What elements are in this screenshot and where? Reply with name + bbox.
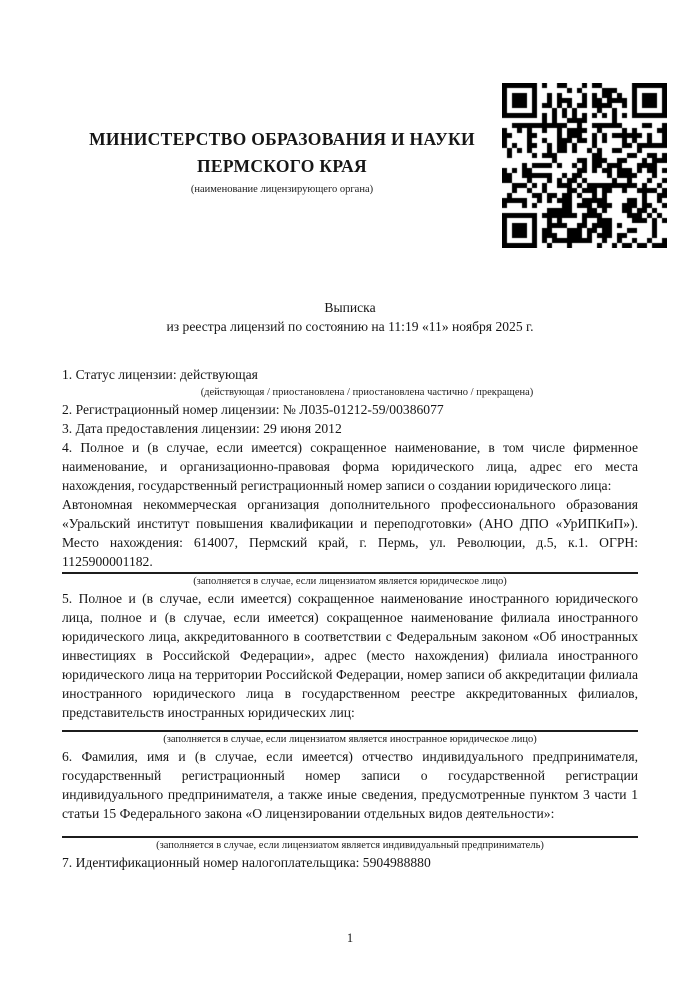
item-1-license-status: 1. Статус лицензии: действующая — [62, 367, 258, 382]
document-body — [62, 298, 638, 872]
item-4-note: (заполняется в случае, если лицензиатом является юридическое лицо) — [193, 576, 507, 587]
item-5-prompt: 5. Полное и (в случае, если имеется) сокращенное наименование иностранного юридического лица, полное и (в случае, если имеется) сокращенное наименование филиала иностранного юридического лица, аккредитованного в соответствии с Федеральным законом «Об иностранных инвестициях в Российской Федерации», адрес (место нахождения) филиала иностранного юридического лица на территории Российской Федерации, номер записи об аккредитации филиала иностранного юридического лица в государственном реестре аккредитованных филиалов, представительств иностранных юридических лиц: — [62, 591, 638, 720]
item-4-value: Автономная некоммерческая организация дополнительного профессионального образования «Уральский институт повышения квалификации и переподготовки» (АНО ДПО «УрИПКиП»). Место нахождения: 614007, Пермский край, г. Пермь, ул. Революции, д.5, к.1. ОГРН: 1125900001182. — [62, 497, 638, 569]
item-4-legal-entity-section — [62, 438, 638, 589]
ministry-caption: (наименование лицензирующего органа) — [190, 184, 374, 195]
item-6-prompt: 6. Фамилия, имя и (в случае, если имеется) отчество индивидуального предпринимателя, государственный регистрационный номер записи о государственной регистрации индивидуального предпринимателя, а также иные сведения, предусмотренные пунктом 3 части 1 статьи 15 Федерального закона «О лицензировании отдельных видов деятельности»: — [62, 749, 638, 821]
fill-in-line — [62, 836, 638, 838]
item-6-entrepreneur-section — [62, 747, 638, 853]
item-5-note: (заполняется в случае, если лицензиатом является иностранное юридическое лицо) — [163, 734, 537, 745]
qr-code — [502, 83, 667, 248]
title-line1: Выписка — [324, 300, 376, 315]
item-4-prompt: 4. Полное и (в случае, если имеется) сокращенное наименование, в том числе фирменное наименование, и организационно-правовая форма юридического лица, адрес его места нахождения, государственный регистрационный номер записи о создании юридического лица: — [62, 440, 638, 493]
page-number: 1 — [346, 931, 354, 945]
title-line2: из реестра лицензий по состоянию на 11:19 «11» ноября 2025 г. — [166, 319, 534, 334]
item-6-note: (заполняется в случае, если лицензиатом является индивидуальный предприниматель) — [156, 840, 544, 851]
item-5-foreign-entity-section — [62, 589, 638, 747]
ministry-name-line1: МИНИСТЕРСТВО ОБРАЗОВАНИЯ И НАУКИ — [89, 129, 475, 149]
item-3-grant-date: 3. Дата предоставления лицензии: 29 июня 2012 — [62, 421, 342, 436]
document-title — [62, 298, 638, 336]
issuing-authority-block — [52, 126, 512, 197]
item-7-taxpayer-number: 7. Идентификационный номер налогоплательщика: 5904988880 — [62, 855, 431, 870]
fill-in-line — [62, 730, 638, 732]
ministry-name-line2: ПЕРМСКОГО КРАЯ — [197, 156, 367, 176]
item-2-registration-number: 2. Регистрационный номер лицензии: № Л035-01212-59/00386077 — [62, 402, 444, 417]
item-1-note: (действующая / приостановлена / приостановлена частично / прекращена) — [200, 387, 534, 398]
fill-in-line — [62, 572, 638, 574]
